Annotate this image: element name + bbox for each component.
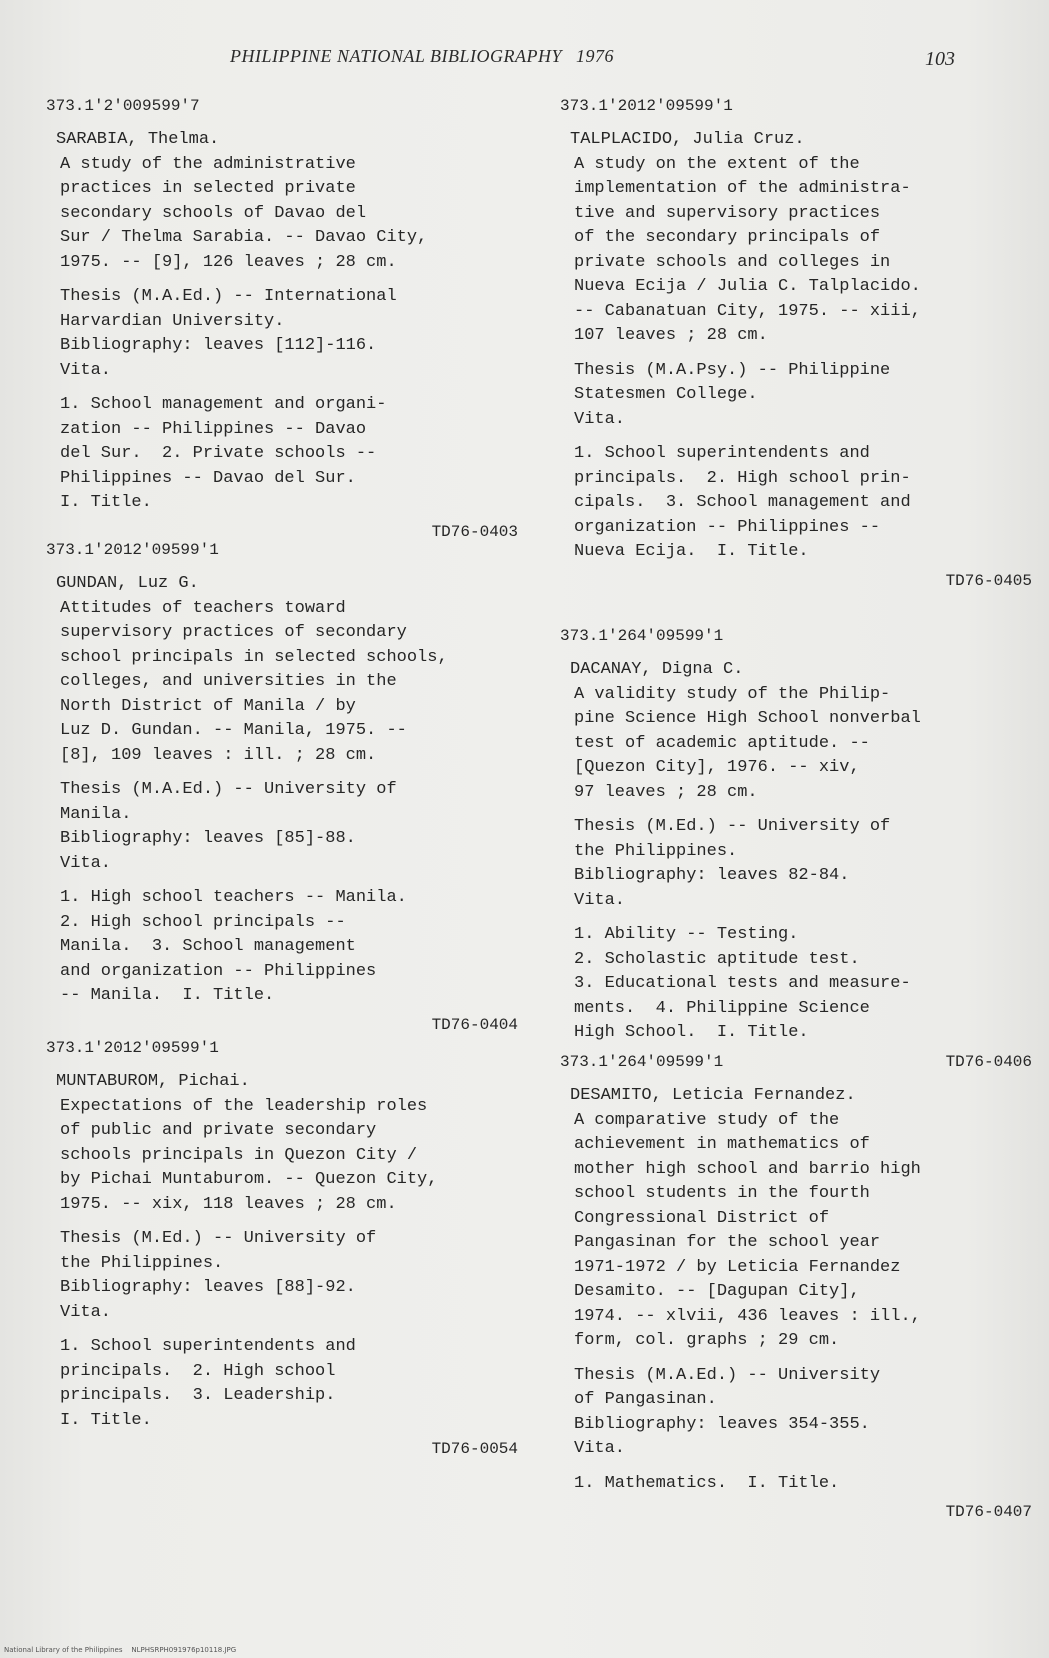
subject-line: I. Title. xyxy=(60,493,152,512)
call-number: 373.1'264'09599'1 xyxy=(560,627,724,645)
title-statement-line: colleges, and universities in the xyxy=(60,672,397,691)
title-statement-line: by Pichai Muntaburom. -- Quezon City, xyxy=(60,1170,438,1189)
subject-line: cipals. 3. School management and xyxy=(574,493,911,512)
notes-block xyxy=(60,1227,526,1325)
subjects-block xyxy=(574,1472,1040,1497)
note-line: Vita. xyxy=(60,853,112,873)
subject-line: 1. Mathematics. I. Title. xyxy=(574,1473,840,1493)
subject-line: Nueva Ecija. I. Title. xyxy=(574,542,809,561)
title-statement-line: Attitudes of teachers toward xyxy=(60,598,346,618)
notes-block xyxy=(60,778,526,876)
subject-line: principals. 2. High school prin- xyxy=(574,468,911,488)
title-statement-line: private schools and colleges in xyxy=(574,252,891,272)
title-statement-line: achievement in mathematics of xyxy=(574,1135,870,1154)
title-statement-line: Luz D. Gundan. -- Manila, 1975. -- xyxy=(60,721,407,740)
description-block xyxy=(570,658,1040,805)
title-statement-line: Expectations of the leadership roles xyxy=(60,1096,428,1116)
accession-number: TD76-0054 xyxy=(431,1440,518,1458)
title-statement-line: of the secondary principals of xyxy=(574,228,881,247)
note-line: Thesis (M.A.Ed.) -- University of xyxy=(60,780,397,799)
note-line: Vita. xyxy=(574,890,626,910)
bibliographic-entry xyxy=(560,626,1040,1072)
title-statement-line: Sur / Thelma Sarabia. -- Davao City, xyxy=(60,228,428,247)
bibliographic-entry xyxy=(46,96,526,542)
title-statement-line: supervisory practices of secondary xyxy=(60,623,407,642)
title-statement-line: school students in the fourth xyxy=(574,1184,870,1203)
note-line: Statesmen College. xyxy=(574,385,758,404)
subjects-block xyxy=(60,1335,526,1433)
subject-line: I. Title. xyxy=(60,1410,152,1430)
title-statement-line: 1971-1972 / by Leticia Fernandez xyxy=(574,1257,901,1277)
entry-body xyxy=(46,1070,526,1433)
title-statement-line: 1975. -- xix, 118 leaves ; 28 cm. xyxy=(60,1194,397,1214)
subjects-block xyxy=(60,886,526,1009)
subject-line: 3. Educational tests and measure- xyxy=(574,974,911,993)
entry-body xyxy=(560,1084,1040,1496)
subject-line: principals. 3. Leadership. xyxy=(60,1386,336,1405)
accession-number: TD76-0406 xyxy=(945,1052,1032,1071)
title-statement-line: A study on the extent of the xyxy=(574,154,860,174)
title-statement-line: secondary schools of Davao del xyxy=(60,203,367,223)
title-statement-line: of public and private secondary xyxy=(60,1121,377,1140)
description-block xyxy=(56,572,526,768)
running-head-year: 1976 xyxy=(575,46,614,66)
subject-line: 1. Ability -- Testing. xyxy=(574,925,799,944)
description-block xyxy=(570,1084,1040,1354)
subject-line: 2. High school principals -- xyxy=(60,912,346,932)
note-line: Vita. xyxy=(60,360,112,380)
title-statement-line: A validity study of the Philip- xyxy=(574,684,891,704)
subject-line: -- Manila. I. Title. xyxy=(60,986,275,1005)
bibliographic-entry xyxy=(560,1052,1040,1522)
title-statement-line: North District of Manila / by xyxy=(60,696,356,716)
subject-line: zation -- Philippines -- Davao xyxy=(60,419,367,439)
subject-line: 1. School superintendents and xyxy=(574,444,870,463)
title-statement-line: [Quezon City], 1976. -- xiv, xyxy=(574,758,860,777)
title-statement-line: tive and supervisory practices xyxy=(574,203,881,223)
subjects-block xyxy=(60,393,526,516)
accession-number: TD76-0403 xyxy=(431,522,518,541)
call-number: 373.1'2012'09599'1 xyxy=(46,541,219,559)
call-number: 373.1'264'09599'1 xyxy=(560,1053,724,1071)
subject-line: 1. School management and organi- xyxy=(60,395,387,414)
note-line: Bibliography: leaves 82-84. xyxy=(574,866,850,885)
title-statement-line: school principals in selected schools, xyxy=(60,647,448,667)
title-statement-line: 1974. -- xlvii, 436 leaves : ill., xyxy=(574,1306,921,1326)
note-line: the Philippines. xyxy=(60,1253,224,1273)
note-line: Thesis (M.Ed.) -- University of xyxy=(60,1229,377,1248)
entry-body xyxy=(560,128,1040,565)
bibliographic-entry xyxy=(46,1038,526,1459)
scan-credit: National Library of the Philippines NLPHSRPH091976p10118.JPG xyxy=(4,1646,237,1654)
entry-body xyxy=(46,128,526,516)
title-statement-line: pine Science High School nonverbal xyxy=(574,709,921,728)
subject-line: 2. Scholastic aptitude test. xyxy=(574,949,860,969)
title-statement-line: Desamito. -- [Dagupan City], xyxy=(574,1282,860,1301)
note-line: Bibliography: leaves 354-355. xyxy=(574,1414,870,1434)
subject-line: del Sur. 2. Private schools -- xyxy=(60,444,377,463)
title-statement-line: schools principals in Quezon City / xyxy=(60,1145,418,1165)
title-statement-line: form, col. graphs ; 29 cm. xyxy=(574,1331,840,1350)
running-head xyxy=(230,46,614,67)
subject-line: 1. High school teachers -- Manila. xyxy=(60,888,407,907)
accession-number: TD76-0404 xyxy=(431,1015,518,1034)
title-statement-line: -- Cabanatuan City, 1975. -- xiii, xyxy=(574,301,921,321)
title-statement-line: 1975. -- [9], 126 leaves ; 28 cm. xyxy=(60,252,397,272)
note-line: Harvardian University. xyxy=(60,311,285,331)
note-line: Thesis (M.A.Ed.) -- International xyxy=(60,287,397,306)
note-line: of Pangasinan. xyxy=(574,1390,717,1409)
author-heading: MUNTABUROM, Pichai. xyxy=(56,1072,250,1091)
title-statement-line: 97 leaves ; 28 cm. xyxy=(574,782,758,802)
title-statement-line: implementation of the administra- xyxy=(574,179,911,198)
note-line: Manila. xyxy=(60,804,132,824)
description-block xyxy=(56,1070,526,1217)
subject-line: High School. I. Title. xyxy=(574,1023,809,1042)
title-statement-line: [8], 109 leaves : ill. ; 28 cm. xyxy=(60,745,377,765)
call-number: 373.1'2012'09599'1 xyxy=(46,1039,219,1057)
note-line: Bibliography: leaves [88]-92. xyxy=(60,1278,356,1297)
title-statement-line: Pangasinan for the school year xyxy=(574,1233,881,1252)
note-line: Vita. xyxy=(60,1302,112,1322)
page-number: 103 xyxy=(925,48,955,70)
title-statement-line: mother high school and barrio high xyxy=(574,1159,921,1179)
author-heading: GUNDAN, Luz G. xyxy=(56,574,199,593)
title-statement-line: test of academic aptitude. -- xyxy=(574,733,870,753)
note-line: Thesis (M.A.Psy.) -- Philippine xyxy=(574,360,891,380)
subjects-block xyxy=(574,442,1040,565)
call-number: 373.1'2012'09599'1 xyxy=(560,97,733,115)
author-heading: TALPLACIDO, Julia Cruz. xyxy=(570,130,805,149)
subject-line: and organization -- Philippines xyxy=(60,961,377,981)
subject-line: ments. 4. Philippine Science xyxy=(574,998,870,1018)
title-statement-line: practices in selected private xyxy=(60,179,356,198)
accession-number: TD76-0405 xyxy=(945,571,1032,590)
bibliographic-entry xyxy=(46,540,526,1035)
subject-line: 1. School superintendents and xyxy=(60,1337,356,1356)
subject-line: Manila. 3. School management xyxy=(60,937,356,956)
note-line: Bibliography: leaves [85]-88. xyxy=(60,829,356,848)
subject-line: Philippines -- Davao del Sur. xyxy=(60,468,356,488)
notes-block xyxy=(574,815,1040,913)
title-statement-line: 107 leaves ; 28 cm. xyxy=(574,326,768,345)
author-heading: DACANAY, Digna C. xyxy=(570,660,744,679)
note-line: Thesis (M.Ed.) -- University of xyxy=(574,817,891,836)
author-heading: DESAMITO, Leticia Fernandez. xyxy=(570,1086,856,1105)
note-line: Thesis (M.A.Ed.) -- University xyxy=(574,1365,881,1385)
note-line: Vita. xyxy=(574,1439,626,1458)
title-statement-line: Congressional District of xyxy=(574,1208,830,1228)
notes-block xyxy=(60,285,526,383)
entry-body xyxy=(46,572,526,1009)
description-block xyxy=(570,128,1040,349)
note-line: the Philippines. xyxy=(574,841,738,861)
call-number: 373.1'2'009599'7 xyxy=(46,97,200,115)
note-line: Vita. xyxy=(574,409,626,429)
subject-line: organization -- Philippines -- xyxy=(574,517,881,537)
subject-line: principals. 2. High school xyxy=(60,1361,336,1381)
notes-block xyxy=(574,1364,1040,1462)
description-block xyxy=(56,128,526,275)
notes-block xyxy=(574,359,1040,433)
accession-number: TD76-0407 xyxy=(945,1503,1032,1521)
title-statement-line: A study of the administrative xyxy=(60,154,356,174)
entry-body xyxy=(560,658,1040,1046)
author-heading: SARABIA, Thelma. xyxy=(56,130,220,149)
running-head-title: PHILIPPINE NATIONAL BIBLIOGRAPHY xyxy=(230,46,562,66)
bibliographic-entry xyxy=(560,96,1040,591)
title-statement-line: A comparative study of the xyxy=(574,1110,840,1130)
title-statement-line: Nueva Ecija / Julia C. Talplacido. xyxy=(574,277,921,296)
subjects-block xyxy=(574,923,1040,1046)
note-line: Bibliography: leaves [112]-116. xyxy=(60,336,377,355)
